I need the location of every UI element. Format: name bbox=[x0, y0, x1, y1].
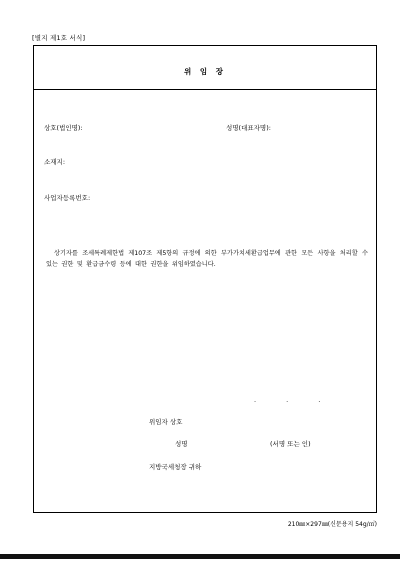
bottom-bar bbox=[0, 554, 400, 559]
addressee-label: 지방국세청장 귀하 bbox=[149, 463, 202, 471]
business-registration-number-label: 사업자등록번호: bbox=[44, 194, 91, 202]
paper-size-note: 210㎜×297㎜(신문용지 54g/㎡) bbox=[287, 521, 377, 528]
date-marks: . . . bbox=[254, 396, 335, 404]
form-number-label: [별지 제1호 서식] bbox=[32, 34, 86, 42]
document-title: 위 임 장 bbox=[184, 67, 226, 76]
delegator-label: 위임자 상호 bbox=[149, 418, 183, 426]
company-name-label: 상호(법인명): bbox=[44, 124, 83, 132]
form-frame bbox=[33, 45, 377, 513]
title-divider bbox=[34, 89, 376, 90]
delegation-statement: 상기자를 조세특례제한법 제107조 제5항의 규정에 의한 부가가치세환급업무에 관한 모든 사항을 처리할 수 있는 권한 및 환급금수령 등에 대한 권한을 위임하였습니다. bbox=[46, 250, 368, 268]
address-label: 소재지: bbox=[44, 158, 66, 166]
signature-label: (서명 또는 인) bbox=[270, 440, 311, 448]
name-label: 성명 bbox=[175, 440, 188, 448]
representative-label: 성명(대표자명): bbox=[226, 124, 271, 132]
